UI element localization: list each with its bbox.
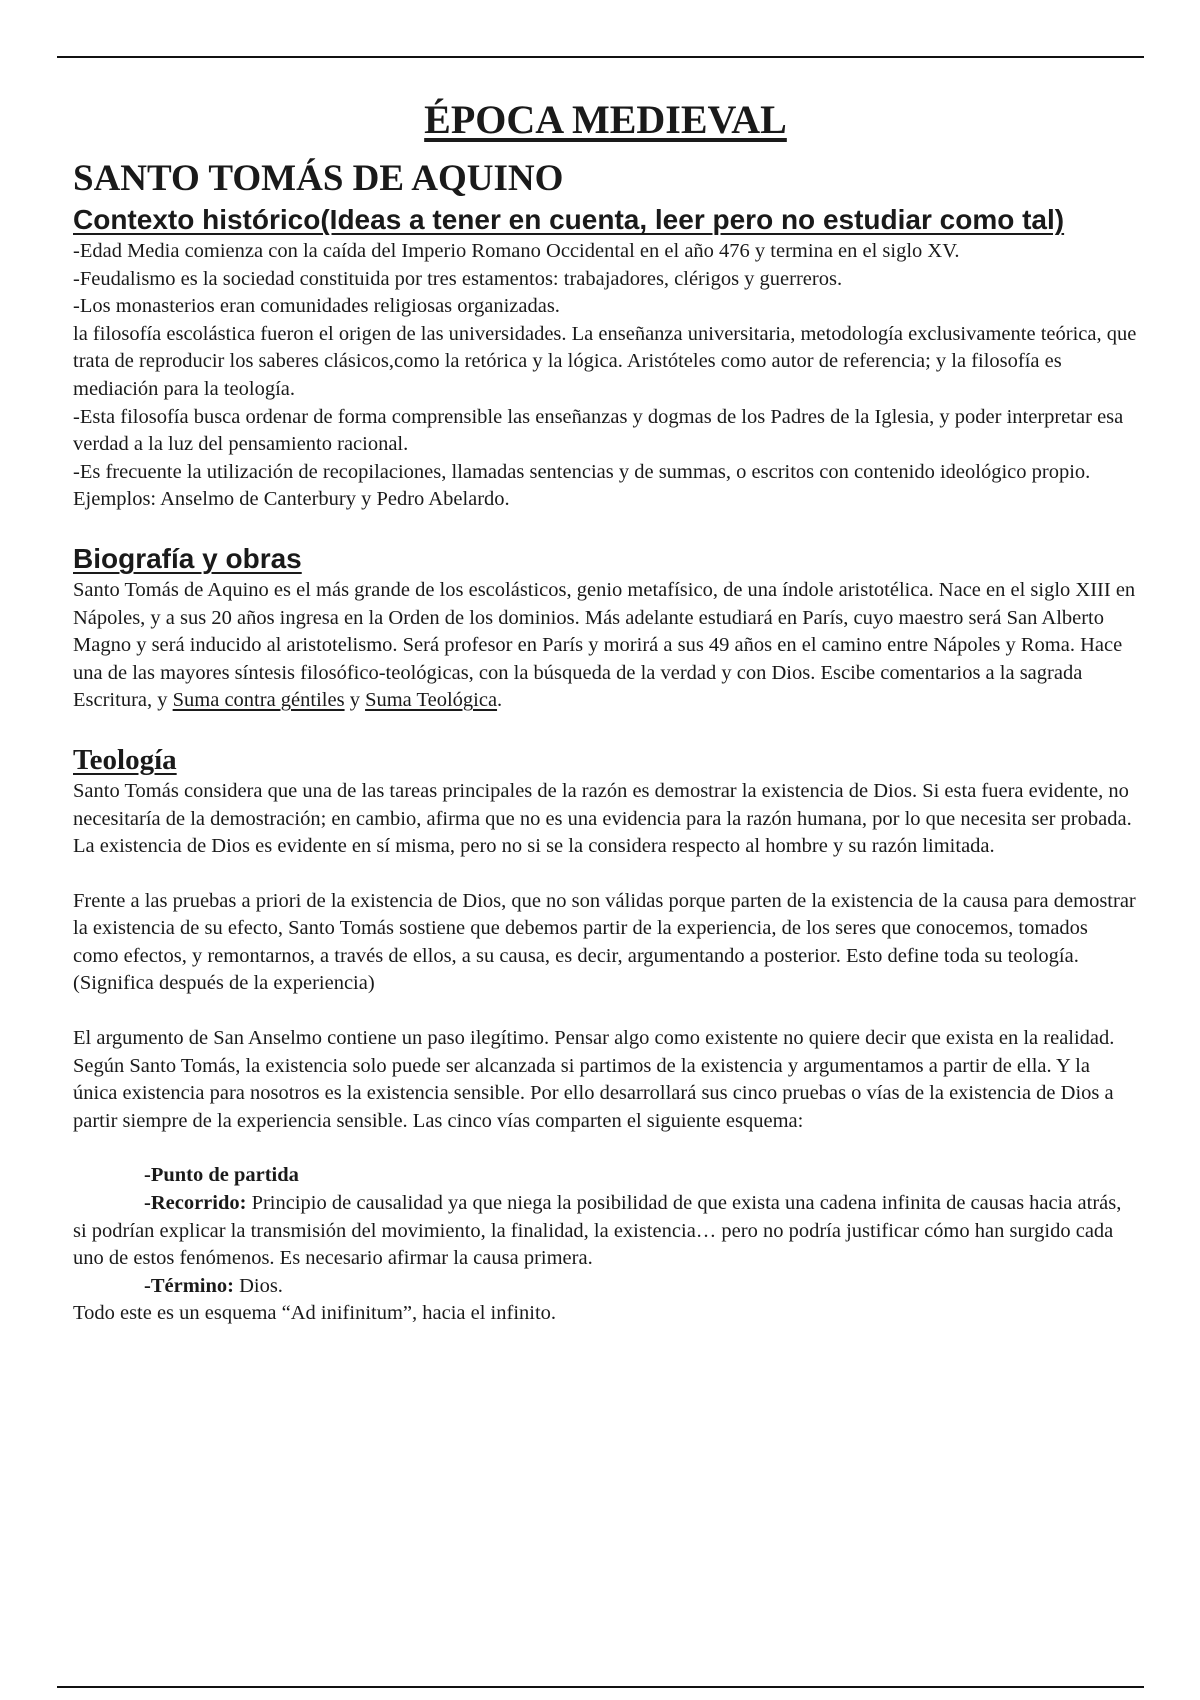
scheme-recorrido: [73, 1190, 1138, 1273]
work-suma-teologica: Suma Teológica: [365, 689, 498, 712]
work-suma-contra-gentiles: Suma contra géntiles: [172, 689, 345, 712]
biografia-paragraph: [73, 577, 1138, 715]
contexto-line: -Los monasterios eran comunidades religiosas organizadas.: [73, 295, 560, 318]
contexto-line: la filosofía escolástica fueron el origen de las universidades. La enseñanza universitaria, metodología exclusivamente teórica, que trata de reproducir los saberes clásicos,como la retórica y la lógica. Aristóteles como autor de referencia; y la filosofía es mediación para la teología.: [73, 322, 1137, 400]
teologia-paragraph-1: Santo Tomás considera que una de las tareas principales de la razón es demostrar la existencia de Dios. Si esta fuera evidente, no necesitaría de la demostración; en cambio, afirma que no es una evidencia para la razón humana, por lo que necesita ser probada. La existencia de Dios es evidente en sí misma, pero no si se la considera respecto al hombre y su razón limitada.: [73, 779, 1132, 858]
document-title: [73, 92, 1138, 148]
termino-label: -Término:: [144, 1274, 234, 1297]
contexto-line: -Esta filosofía busca ordenar de forma comprensible las enseñanzas y dogmas de los Padres de la Iglesia, y poder interpretar esa verdad a la luz del pensamiento racional.: [73, 405, 1124, 456]
recorrido-text: Principio de causalidad ya que niega la posibilidad de que exista una cadena infinita de causas hacia atrás, si podrían explicar la transmisión del movimiento, la finalidad, la existencia… pero no podría justificar cómo han surgido cada uno de estos fenómenos. Es necesario afirmar la causa primera.: [73, 1192, 1122, 1270]
contexto-line: -Feudalismo es la sociedad constituida por tres estamentos: trabajadores, clérigos y guerreros.: [73, 267, 843, 290]
teologia-paragraph-2: Frente a las pruebas a priori de la existencia de Dios, que no son válidas porque parten de la existencia de la causa para demostrar la existencia de su efecto, Santo Tomás sostiene que debemos partir de la experiencia, de los seres que conocemos, tomados como efectos, y remontarnos, a través de ellos, a su causa, es decir, argumentando a posterior. Esto define toda su teología. (Significa después de la experiencia): [73, 889, 1136, 995]
section-heading-contexto: Contexto histórico(Ideas a tener en cuenta, leer pero no estudiar como tal): [73, 204, 1065, 235]
contexto-line: -Es frecuente la utilización de recopilaciones, llamadas sentencias y de summas, o escritos con contenido ideológico propio. Ejemplos: Anselmo de Canterbury y Pedro Abelardo.: [73, 460, 1091, 511]
top-rule: [57, 56, 1144, 58]
document-body: [73, 92, 1138, 1328]
biografia-text: Santo Tomás de Aquino es el más grande de los escolásticos, genio metafísico, de una índole aristotélica. Nace en el siglo XIII en Nápoles, y a sus 20 años ingresa en la Orden de los dominios. Más adelante estudiará en París, cuyo maestro será San Alberto Magno y será inducido al aristotelismo. Será profesor en París y morirá a sus 49 años en el camino entre Nápoles y Roma. Hace una de las mayores síntesis filosófico-teológicas, con la búsqueda de la verdad y con Dios. Escibe comentarios a la sagrada Escritura, y: [73, 578, 1136, 712]
scheme-termino: [73, 1273, 1138, 1301]
contexto-line: -Edad Media comienza con la caída del Imperio Romano Occidental en el año 476 y termina en el siglo XV.: [73, 240, 960, 262]
closing-line: Todo este es un esquema “Ad inifinitum”, hacia el infinito.: [73, 1302, 557, 1325]
punto-label: -Punto de partida: [144, 1164, 299, 1187]
subject-heading: SANTO TOMÁS DE AQUINO: [73, 158, 564, 199]
recorrido-label: -Recorrido:: [144, 1192, 247, 1215]
biografia-joiner: y: [344, 689, 366, 712]
bottom-rule: [57, 1686, 1144, 1688]
document-title-text: ÉPOCA MEDIEVAL: [424, 97, 787, 142]
teologia-paragraph-3: El argumento de San Anselmo contiene un paso ilegítimo. Pensar algo como existente no quiere decir que exista en la realidad. Según Santo Tomás, la existencia solo puede ser alcanzada si partimos de la existencia y argumentamos a partir de ella. Y la única existencia para nosotros es la existencia sensible. Por ello desarrollará sus cinco pruebas o vías de la existencia de Dios a partir siempre de la experiencia sensible. Las cinco vías comparten el siguiente esquema:: [73, 1027, 1115, 1132]
biografia-end: .: [497, 689, 503, 712]
scheme-punto-de-partida: [73, 1162, 1138, 1190]
termino-text: Dios.: [233, 1274, 283, 1297]
section-heading-teologia: Teología: [73, 743, 177, 776]
section-heading-biografia: Biografía y obras: [73, 542, 302, 574]
